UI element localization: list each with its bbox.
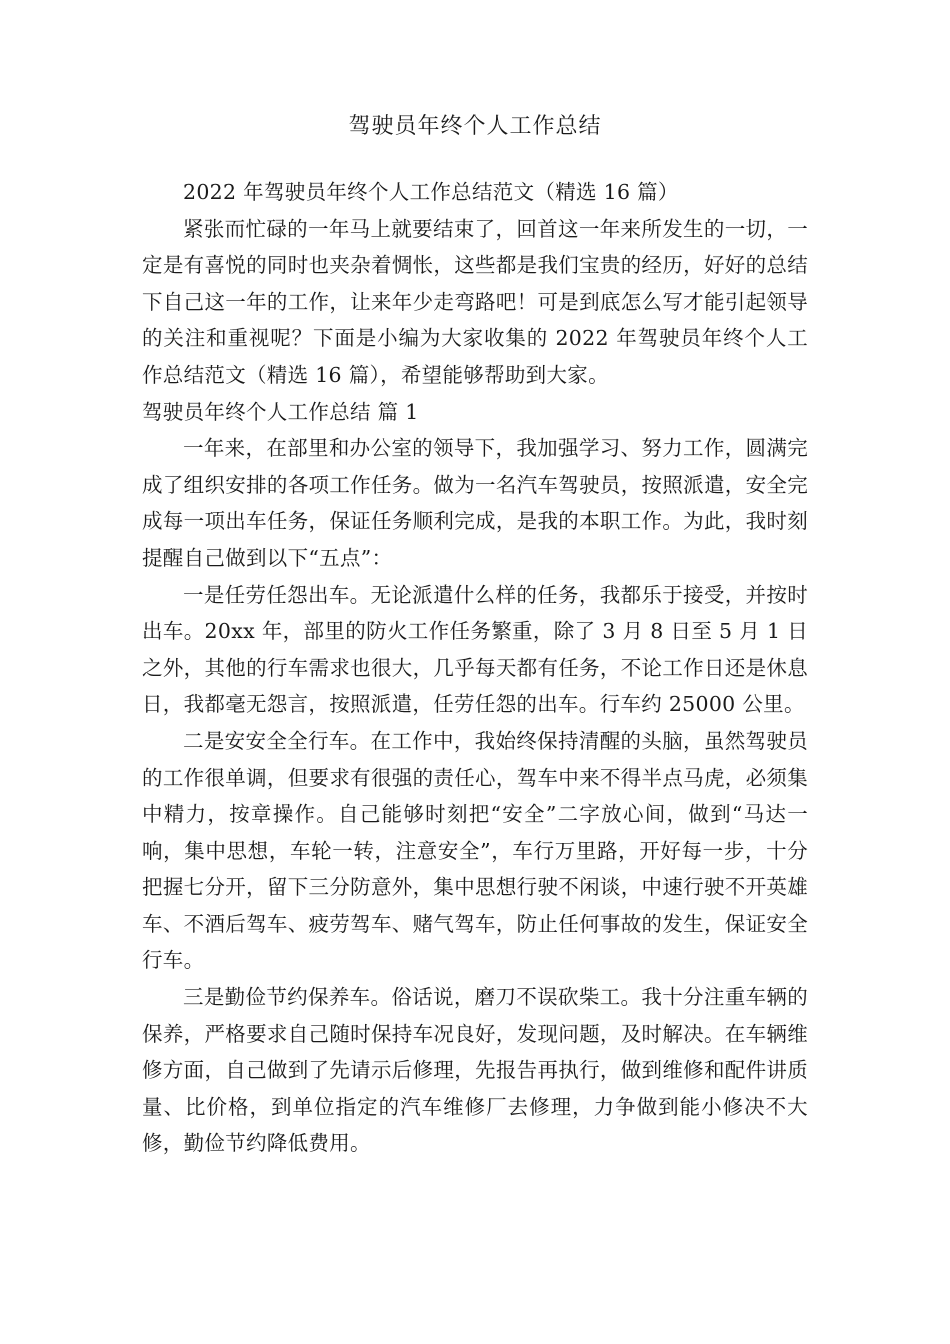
subtitle-paragraph: 2022 年驾驶员年终个人工作总结范文（精选 16 篇） (183, 180, 679, 204)
intro-paragraph: 紧张而忙碌的一年马上就要结束了，回首这一年来所发生的一切，一定是有喜悦的同时也夹杂着惆怅，这些都是我们宝贵的经历，好好的总结下自己这一年的工作，让来年少走弯路吧！可是到底怎么写才能引起领导的关注和重视呢？下面是小编为大家收集的 2022 年驾驶员年终个人工作总结范文（精选 16 篇），希望能够帮助到大家。 (142, 216, 808, 387)
document-body (142, 174, 808, 1162)
page-title: 驾驶员年终个人工作总结 (348, 114, 602, 139)
body-paragraph-2: 一是任劳任怨出车。无论派遣什么样的任务，我都乐于接受，并按时出车。20xx 年，部里的防火工作任务繁重，除了 3 月 8 日至 5 月 1 日之外，其他的行车需求也很大，几乎每天都有任务，不论工作日还是休息日，我都毫无怨言，按照派遣，任劳任怨的出车。行车约 25000 公里。 (142, 582, 808, 717)
body-paragraph-3: 二是安安全全行车。在工作中，我始终保持清醒的头脑，虽然驾驶员的工作很单调，但要求有很强的责任心，驾车中来不得半点马虎，必须集中精力，按章操作。自己能够时刻把“安全”二字放心间，做到“马达一响，集中思想，车轮一转，注意安全”，车行万里路，开好每一步，十分把握七分开，留下三分防意外，集中思想行驶不闲谈，中速行驶不开英雄车、不酒后驾车、疲劳驾车、赌气驾车，防止任何事故的发生，保证安全行车。 (142, 728, 808, 973)
body-paragraph-1: 一年来，在部里和办公室的领导下，我加强学习、努力工作，圆满完成了组织安排的各项工作任务。做为一名汽车驾驶员，按照派遣，安全完成每一项出车任务，保证任务顺利完成，是我的本职工作。为此，我时刻提醒自己做到以下“五点”： (142, 436, 808, 570)
section-heading: 驾驶员年终个人工作总结 篇 1 (142, 399, 419, 424)
body-paragraph-4: 三是勤俭节约保养车。俗话说，磨刀不误砍柴工。我十分注重车辆的保养，严格要求自己随时保持车况良好，发现问题，及时解决。在车辆维修方面，自己做到了先请示后修理，先报告再执行，做到维修和配件讲质量、比价格，到单位指定的汽车维修厂去修理，力争做到能小修决不大修，勤俭节约降低费用。 (142, 985, 808, 1156)
